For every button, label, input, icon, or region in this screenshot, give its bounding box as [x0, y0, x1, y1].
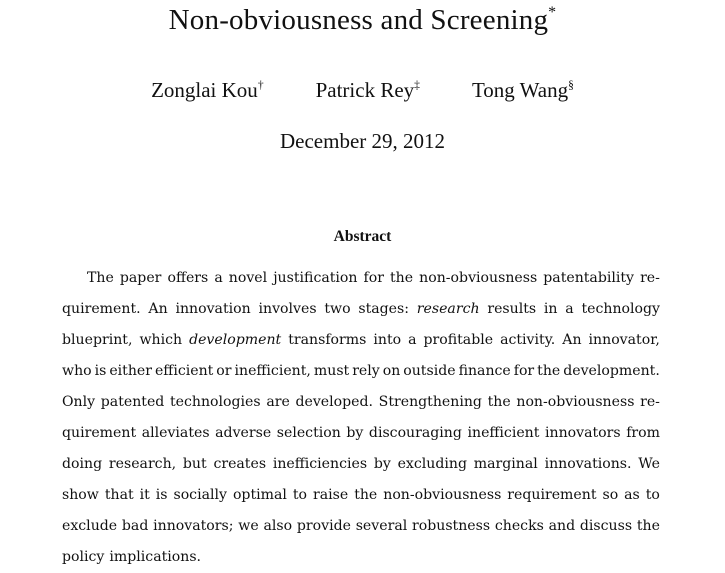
word: robustness [412, 518, 491, 534]
author-footnote-mark: ‡ [414, 79, 420, 92]
word: checks [494, 518, 544, 534]
word: bad [121, 518, 149, 534]
word: we [238, 518, 259, 534]
author-rey [316, 78, 420, 103]
word: several [355, 518, 408, 534]
word: the [354, 487, 378, 503]
word: requirement [507, 487, 597, 503]
author-list [0, 78, 725, 103]
word: innovators; [153, 518, 234, 534]
word: provide [296, 518, 351, 534]
word: is [94, 363, 107, 379]
word: also [263, 518, 293, 534]
word: the [390, 270, 414, 286]
word: outside [403, 363, 456, 379]
word: inefficient, [234, 363, 311, 379]
word: novel [228, 270, 268, 286]
word: non-obviousness [516, 394, 635, 410]
word: research, [108, 456, 177, 472]
word: by [346, 425, 364, 441]
word: blueprint, [62, 332, 133, 348]
word: policy [62, 549, 105, 565]
word: non-obviousness [419, 270, 538, 286]
abstract-line [62, 325, 660, 356]
word: must [313, 363, 350, 379]
title-text: Non-obviousness and Screening [168, 4, 549, 36]
word: The [87, 270, 114, 286]
abstract-line [62, 356, 660, 387]
word: technology [581, 301, 660, 317]
word: inefficient [467, 425, 540, 441]
word: implications. [109, 549, 202, 565]
abstract-line [62, 449, 660, 480]
word: An [562, 332, 582, 348]
word: socially [173, 487, 227, 503]
author-kou [151, 78, 264, 103]
word: it [139, 487, 150, 503]
word: the [636, 518, 660, 534]
abstract-line [62, 511, 660, 542]
paper-date: December 29, 2012 [279, 129, 446, 153]
word: stages: [358, 301, 409, 317]
abstract-body [62, 263, 660, 573]
word [189, 325, 281, 356]
author-wang [472, 78, 574, 103]
word: patentability [543, 270, 635, 286]
word: selection [276, 425, 341, 441]
word: efficient [154, 363, 214, 379]
word: results [487, 301, 537, 317]
word: quirement [62, 425, 137, 441]
abstract-line [62, 294, 660, 325]
word: paper [119, 270, 162, 286]
word: by [373, 456, 391, 472]
word: patented [100, 394, 165, 410]
abstract-heading: Abstract [333, 228, 392, 245]
word: inefficiencies [272, 456, 368, 472]
word: show [62, 487, 99, 503]
word: is [155, 487, 168, 503]
word: technologies [170, 394, 261, 410]
word: for [363, 270, 384, 286]
word: a [408, 332, 417, 348]
word: the [537, 363, 561, 379]
word: offers [167, 270, 209, 286]
abstract-line [62, 263, 660, 294]
word: raise [312, 487, 349, 503]
word: quirement. [62, 301, 141, 317]
word: doing [62, 456, 103, 472]
word: adverse [215, 425, 272, 441]
author-name: Zonglai Kou [151, 78, 258, 102]
word: innovation [175, 301, 251, 317]
title-footnote-mark: * [548, 4, 557, 22]
word: Only [62, 394, 96, 410]
word: and [548, 518, 576, 534]
word: innovators [544, 425, 621, 441]
word: but [182, 456, 207, 472]
word: activity. [500, 332, 556, 348]
emphasis: development [189, 332, 282, 348]
word: or [216, 363, 232, 379]
word: a [565, 301, 574, 317]
author-footnote-mark: § [568, 79, 574, 92]
word: re- [640, 394, 660, 410]
author-name: Patrick Rey [315, 78, 415, 102]
word: who [62, 363, 92, 379]
word: on [382, 363, 401, 379]
word: We [638, 456, 660, 472]
word: into [373, 332, 402, 348]
word: to [292, 487, 308, 503]
word: rely [352, 363, 380, 379]
word: non-obviousness [383, 487, 502, 503]
abstract-line [62, 387, 660, 418]
word: development. [563, 363, 660, 379]
word: Strengthening [378, 394, 482, 410]
word: discuss [579, 518, 633, 534]
word: to [645, 487, 660, 503]
word: marginal [473, 456, 538, 472]
word: which [139, 332, 183, 348]
word: either [109, 363, 152, 379]
word: the [487, 394, 511, 410]
word: involves [258, 301, 317, 317]
paper-title [0, 4, 725, 37]
word: re- [640, 270, 660, 286]
word: optimal [232, 487, 287, 503]
author-name: Tong Wang [471, 78, 569, 102]
word: finance [458, 363, 511, 379]
word: so [602, 487, 619, 503]
author-footnote-mark: † [257, 79, 264, 92]
word: for [513, 363, 535, 379]
word: that [104, 487, 134, 503]
word [417, 294, 480, 325]
word: alleviates [141, 425, 210, 441]
word: transforms [288, 332, 367, 348]
word: discouraging [368, 425, 462, 441]
word: innovations. [544, 456, 632, 472]
word: An [148, 301, 168, 317]
word: are [266, 394, 290, 410]
word: from [626, 425, 660, 441]
word: justification [273, 270, 358, 286]
word: excluding [397, 456, 467, 472]
word: a [214, 270, 223, 286]
word: profitable [423, 332, 494, 348]
word: exclude [62, 518, 118, 534]
word: creates [213, 456, 267, 472]
word: developed. [295, 394, 373, 410]
word: as [624, 487, 640, 503]
emphasis: research [416, 301, 480, 317]
word: in [543, 301, 558, 317]
abstract-line [62, 542, 660, 573]
abstract-line [62, 480, 660, 511]
word: innovator, [588, 332, 660, 348]
abstract-line [62, 418, 660, 449]
word: two [324, 301, 351, 317]
